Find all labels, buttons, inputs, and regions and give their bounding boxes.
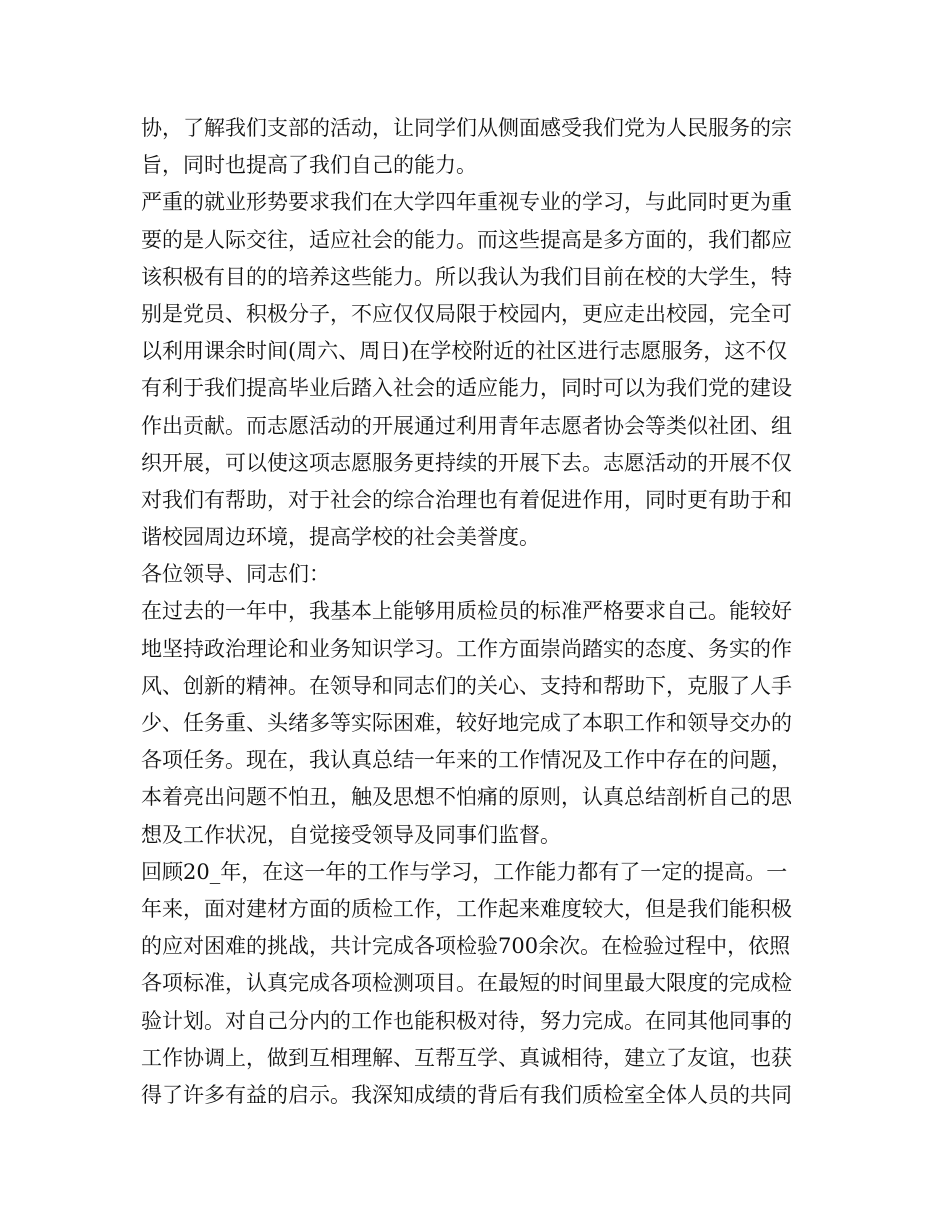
text-line: 对我们有帮助，对于社会的综合治理也有着促进作用，同时更有助于和 bbox=[141, 487, 792, 512]
text-line: 回顾20_年，在这一年的工作与学习，工作能力都有了一定的提高。一 bbox=[141, 859, 788, 884]
text-line: 以利用课余时间(周六、周日)在学校附近的社区进行志愿服务，这不仅 bbox=[141, 339, 788, 364]
text-line: 作出贡献。而志愿活动的开展通过利用青年志愿者协会等类似社团、组 bbox=[141, 413, 792, 438]
text-line: 地坚持政治理论和业务知识学习。工作方面崇尚踏实的态度、务实的作 bbox=[141, 636, 792, 661]
text-line: 本着亮出问题不怕丑，触及思想不怕痛的原则，认真总结剖析自己的思 bbox=[141, 785, 792, 810]
text-line: 的应对困难的挑战，共计完成各项检验700余次。在检验过程中，依照 bbox=[141, 934, 791, 959]
text-line: 在过去的一年中，我基本上能够用质检员的标准严格要求自己。能较好 bbox=[141, 599, 792, 624]
text-line: 严重的就业形势要求我们在大学四年重视专业的学习，与此同时更为重 bbox=[141, 190, 792, 215]
text-line: 织开展，可以使这项志愿服务更持续的开展下去。志愿活动的开展不仅 bbox=[141, 450, 792, 475]
text-line: 工作协调上，做到互相理解、互帮互学、真诚相待，建立了友谊，也获 bbox=[141, 1045, 792, 1070]
text-line: 年来，面对建材方面的质检工作，工作起来难度较大，但是我们能积极 bbox=[141, 896, 792, 921]
text-line: 谐校园周边环境，提高学校的社会美誉度。 bbox=[141, 525, 540, 550]
text-line: 协，了解我们支部的活动，让同学们从侧面感受我们党为人民服务的宗 bbox=[141, 116, 792, 140]
text-line: 少、任务重、头绪多等实际困难，较好地完成了本职工作和领导交办的 bbox=[141, 711, 792, 735]
text-line: 验计划。对自己分内的工作也能积极对待，努力完成。在同其他同事的 bbox=[141, 1008, 792, 1033]
text-line: 旨，同时也提高了我们自己的能力。 bbox=[141, 153, 477, 178]
text-line: 各项标准，认真完成各项检测项目。在最短的时间里最大限度的完成检 bbox=[141, 971, 792, 996]
text-line: 别是党员、积极分子，不应仅仅局限于校园内，更应走出校园，完全可 bbox=[141, 301, 792, 326]
body-text bbox=[141, 110, 813, 1114]
text-line: 得了许多有益的启示。我深知成绩的背后有我们质检室全体人员的共同 bbox=[141, 1082, 792, 1107]
text-line: 有利于我们提高毕业后踏入社会的适应能力，同时可以为我们党的建设 bbox=[141, 376, 792, 401]
text-line: 该积极有目的的培养这些能力。所以我认为我们目前在校的大学生，特 bbox=[141, 264, 792, 289]
text-line: 风、创新的精神。在领导和同志们的关心、支持和帮助下，克服了人手 bbox=[141, 673, 792, 698]
text-line: 各位领导、同志们： bbox=[141, 562, 330, 587]
text-line: 各项任务。现在，我认真总结一年来的工作情况及工作中存在的问题， bbox=[141, 748, 792, 773]
text-line: 想及工作状况，自觉接受领导及同事们监督。 bbox=[141, 822, 561, 847]
text-line: 要的是人际交往，适应社会的能力。而这些提高是多方面的，我们都应 bbox=[141, 227, 792, 252]
